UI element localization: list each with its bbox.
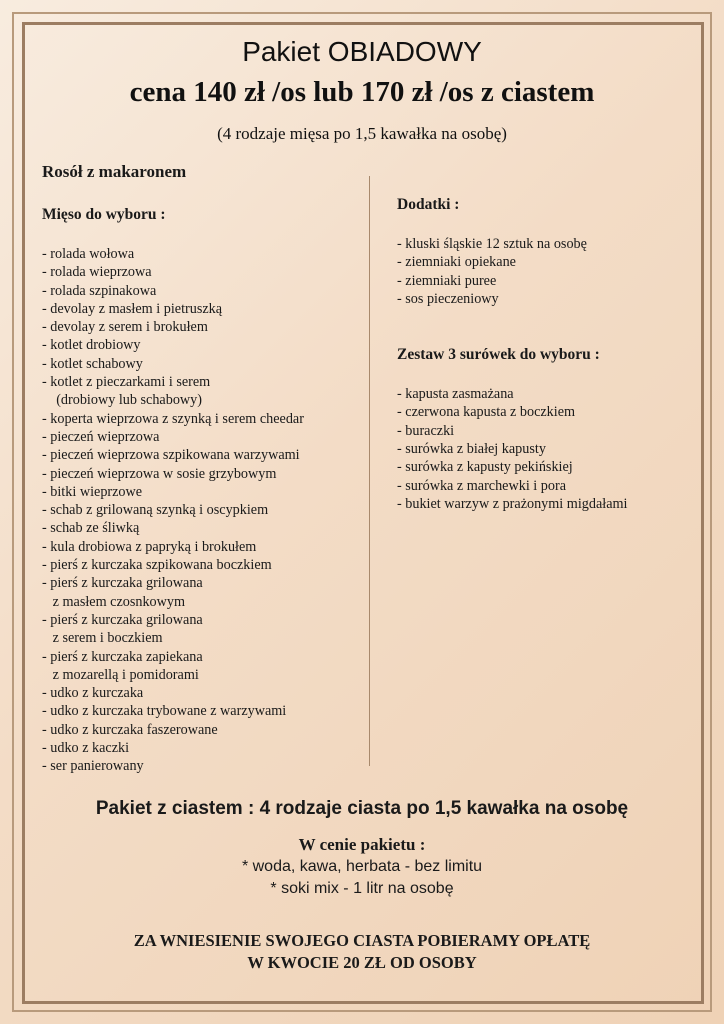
list-item: - pierś z kurczaka zapiekana — [42, 648, 203, 665]
list-item: - kotlet drobiowy — [42, 337, 141, 354]
list-item: - devolay z masłem i pietruszką — [42, 300, 223, 317]
salads-list — [397, 385, 697, 513]
list-item: - kotlet schabowy — [42, 355, 143, 372]
column-divider — [369, 176, 370, 766]
list-item: - rolada szpinakowa — [42, 282, 157, 299]
list-item: - udko z kurczaka faszerowane — [42, 721, 218, 738]
included-heading: W cenie pakietu : — [298, 835, 426, 854]
list-item: - bukiet warzyw z prażonymi migdałami — [397, 495, 628, 512]
list-item: z masłem czosnkowym — [42, 593, 186, 610]
list-item: (drobiowy lub schabowy) — [42, 392, 202, 409]
left-column — [42, 162, 362, 776]
list-item: - czerwona kapusta z boczkiem — [397, 404, 576, 421]
list-item: - udko z kurczaka — [42, 685, 144, 702]
list-item: - buraczki — [397, 422, 455, 439]
list-item: - udko z kurczaka trybowane z warzywami — [42, 703, 287, 720]
cake-package: Pakiet z ciastem : 4 rodzaje ciasta po 1,5 kawałka na osobę — [95, 798, 629, 819]
list-item: - pierś z kurczaka grilowana — [42, 575, 203, 592]
list-item: - ziemniaki opiekane — [397, 254, 516, 271]
list-item: - ser panierowany — [42, 758, 144, 775]
list-item: - surówka z marchewki i pora — [397, 477, 567, 494]
sides-list — [397, 235, 697, 308]
list-item: - surówka z kapusty pekińskiej — [397, 459, 573, 476]
list-item: - bitki wieprzowe — [42, 483, 143, 500]
salads-heading: Zestaw 3 surówek do wyboru : — [397, 346, 600, 364]
list-item: - pierś z kurczaka szpikowana boczkiem — [42, 557, 272, 574]
soup-title: Rosół z makaronem — [42, 162, 187, 181]
list-item: z mozarellą i pomidorami — [42, 666, 199, 683]
included-juice: * soki mix - 1 litr na osobę — [270, 880, 454, 897]
list-item: - rolada wieprzowa — [42, 264, 152, 281]
list-item: - udko z kaczki — [42, 740, 130, 757]
included-drinks: * woda, kawa, herbata - bez limitu — [241, 858, 483, 875]
list-item: - surówka z białej kapusty — [397, 441, 546, 458]
list-item: - kluski śląskie 12 sztuk na osobę — [397, 236, 587, 252]
list-item: - pierś z kurczaka grilowana — [42, 611, 203, 628]
list-item: - kapusta zasmażana — [397, 386, 514, 403]
meat-list — [42, 245, 362, 776]
list-item: - koperta wieprzowa z szynką i serem cheedar — [42, 410, 304, 427]
meat-heading: Mięso do wyboru : — [42, 206, 166, 223]
list-item: - devolay z serem i brokułem — [42, 319, 208, 336]
list-item: - pieczeń wieprzowa szpikowana warzywami — [42, 447, 300, 464]
list-item: - pieczeń wieprzowa w sosie grzybowym — [42, 465, 277, 482]
cake-fee-line-1: ZA WNIESIENIE SWOJEGO CIASTA POBIERAMY OPŁATĘ — [133, 931, 591, 950]
list-item: - ziemniaki puree — [397, 272, 497, 289]
list-item: - schab z grilowaną szynką i oscypkiem — [42, 502, 269, 519]
list-item: - kula drobiowa z papryką i brokułem — [42, 538, 257, 555]
cake-fee-line-2: W KWOCIE 20 ZŁ OD OSOBY — [247, 953, 477, 972]
list-item: - kotlet z pieczarkami i serem — [42, 374, 211, 391]
list-item: z serem i boczkiem — [42, 630, 163, 647]
right-column — [397, 196, 697, 513]
list-item: - rolada wołowa — [42, 246, 135, 262]
price-line: cena 140 zł /os lub 170 zł /os z ciastem — [129, 76, 595, 108]
cake-fee-notice — [0, 930, 724, 974]
list-item: - sos pieczeniowy — [397, 290, 499, 307]
sides-heading: Dodatki : — [397, 196, 460, 213]
page-title: Pakiet OBIADOWY — [242, 36, 482, 67]
list-item: - schab ze śliwką — [42, 520, 140, 537]
list-item: - pieczeń wieprzowa — [42, 428, 160, 445]
portion-note: (4 rodzaje mięsa po 1,5 kawałka na osobę) — [217, 124, 507, 143]
